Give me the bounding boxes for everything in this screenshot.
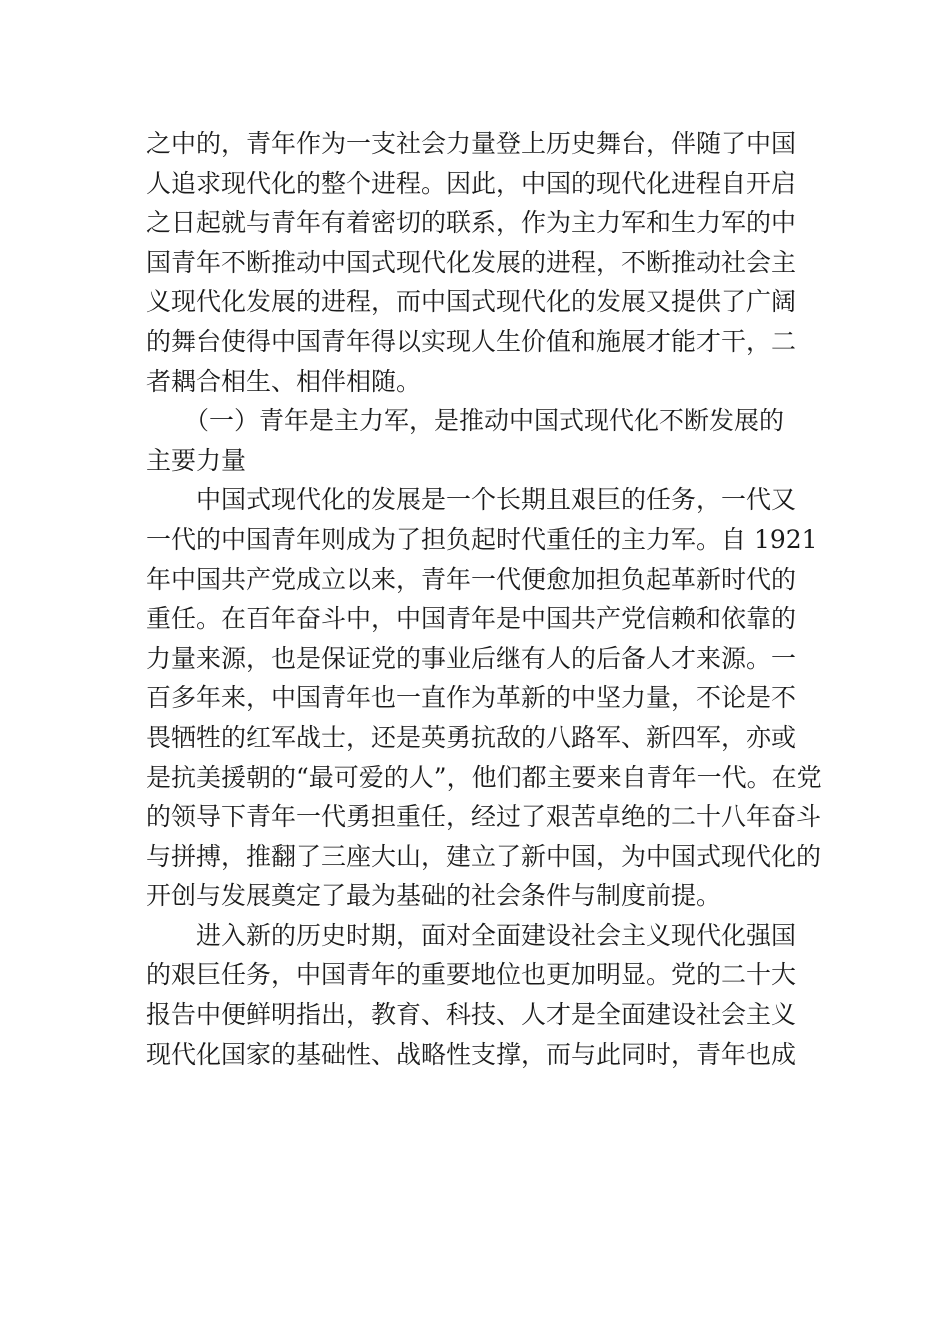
paragraph-line: 力量来源，也是保证党的事业后继有人的后备人才来源。一 <box>146 643 797 673</box>
paragraph-line: 者耦合相生、相伴相随。 <box>146 366 422 396</box>
paragraph-line: 的艰巨任务，中国青年的重要地位也更加明显。党的二十大 <box>146 960 797 990</box>
paragraph-line: 与拼搏，推翻了三座大山，建立了新中国，为中国式现代化的 <box>146 841 822 871</box>
section-heading-line: （一）青年是主力军，是推动中国式现代化不断发展的 <box>184 406 785 436</box>
paragraph-line: 国青年不断推动中国式现代化发展的进程，不断推动社会主 <box>146 247 797 277</box>
document-body <box>146 124 826 1074</box>
paragraph-line: 人追求现代化的整个进程。因此，中国的现代化进程自开启 <box>146 168 797 198</box>
paragraph-line: 的领导下青年一代勇担重任，经过了艰苦卓绝的二十八年奋斗 <box>146 802 822 832</box>
paragraph-line: 之中的，青年作为一支社会力量登上历史舞台，伴随了中国 <box>146 129 797 158</box>
paragraph-line: 一代的中国青年则成为了担负起时代重任的主力军。自 1921 <box>146 524 818 554</box>
paragraph-line: 主要力量 <box>146 445 247 475</box>
paragraph-line: 百多年来，中国青年也一直作为革新的中坚力量，不论是不 <box>146 683 797 713</box>
paragraph-line: 之日起就与青年有着密切的联系，作为主力军和生力军的中 <box>146 208 797 238</box>
paragraph-line: 义现代化发展的进程，而中国式现代化的发展又提供了广阔 <box>146 287 797 317</box>
paragraph-line: 畏牺牲的红军战士，还是英勇抗敌的八路军、新四军，亦或 <box>146 722 797 752</box>
paragraph-line: 现代化国家的基础性、战略性支撑，而与此同时，青年也成 <box>146 1039 797 1069</box>
paragraph-line: 中国式现代化的发展是一个长期且艰巨的任务，一代又 <box>196 485 797 515</box>
paragraph-line: 的舞台使得中国青年得以实现人生价值和施展才能才干，二 <box>146 326 797 356</box>
paragraph-line: 年中国共产党成立以来，青年一代便愈加担负起革新时代的 <box>146 564 797 594</box>
paragraph-line: 进入新的历史时期，面对全面建设社会主义现代化强国 <box>196 920 797 950</box>
paragraph-line: 重任。在百年奋斗中，中国青年是中国共产党信赖和依靠的 <box>146 604 797 634</box>
paragraph-line: 是抗美援朝的“最可爱的人”，他们都主要来自青年一代。在党 <box>146 762 822 792</box>
paragraph-line: 报告中便鲜明指出，教育、科技、人才是全面建设社会主义 <box>146 1000 797 1030</box>
paragraph-line: 开创与发展奠定了最为基础的社会条件与制度前提。 <box>146 881 722 911</box>
